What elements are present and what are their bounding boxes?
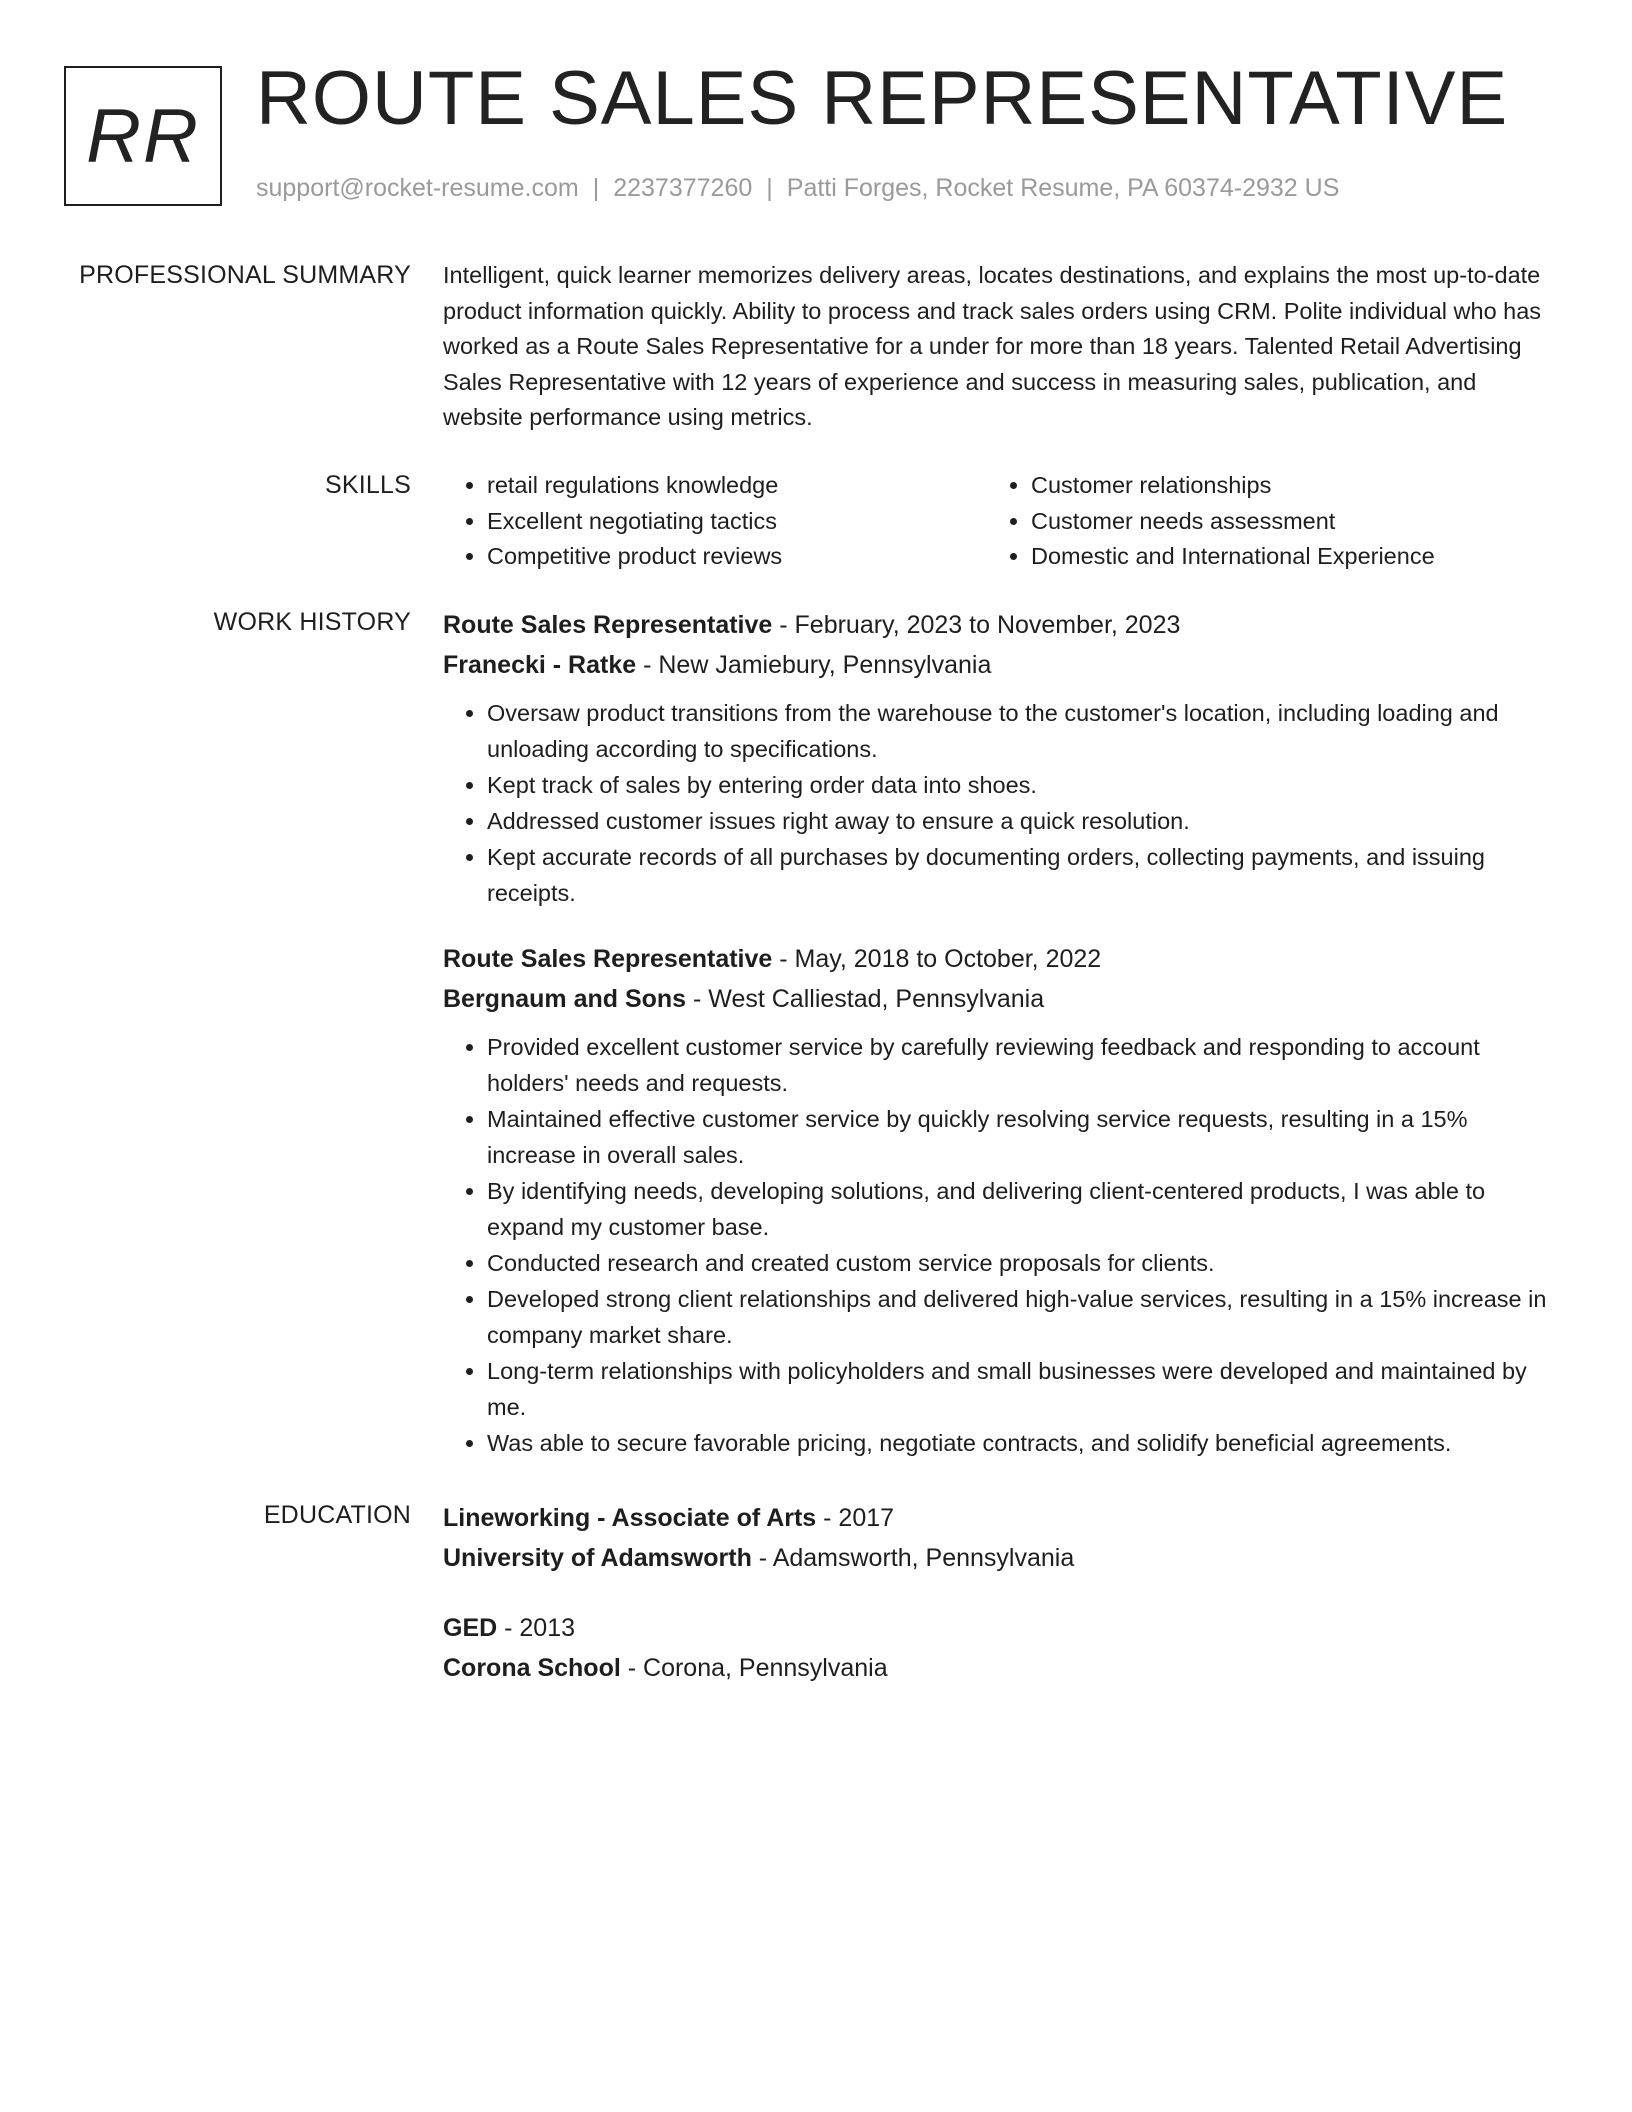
section-label: PROFESSIONAL SUMMARY xyxy=(79,261,411,289)
school-location: - Corona, Pennsylvania xyxy=(620,1654,888,1682)
school: Corona School xyxy=(443,1654,621,1682)
contact-separator: | xyxy=(766,174,773,202)
job-bullet: • Provided excellent customer service by carefully reviewing feedback and responding to account holders' needs and requests. xyxy=(487,1029,1553,1101)
education-entry xyxy=(443,1498,1553,1578)
school: University of Adamsworth xyxy=(443,1544,752,1572)
job-entry xyxy=(443,605,1553,911)
job-bullet: • Conducted research and created custom service proposals for clients. xyxy=(487,1245,1553,1281)
job-bullet: • Long-term relationships with policyholders and small businesses were developed and maintained by me. xyxy=(487,1353,1553,1425)
job-company: Franecki - Ratke xyxy=(443,651,637,679)
job-title: Route Sales Representative xyxy=(443,611,773,639)
education-entry xyxy=(443,1608,1553,1688)
contact-line xyxy=(256,174,1339,203)
job-company-line xyxy=(443,979,1553,1019)
resume-title: ROUTE SALES REPRESENTATIVE xyxy=(256,56,1509,141)
job-bullet: • Maintained effective customer service by quickly resolving service requests, resulting in a 15% increase in overall sales. xyxy=(487,1101,1553,1173)
degree-line xyxy=(443,1608,1553,1648)
school-line xyxy=(443,1648,1553,1688)
degree-year: - 2013 xyxy=(497,1614,576,1642)
job-bullet: • Was able to secure favorable pricing, negotiate contracts, and solidify beneficial agreements. xyxy=(487,1425,1553,1461)
skill-item: • Excellent negotiating tactics xyxy=(487,504,987,540)
section-label: SKILLS xyxy=(325,471,411,499)
contact-separator: | xyxy=(592,174,600,202)
skill-item: • Customer relationships xyxy=(1031,468,1531,504)
job-bullets xyxy=(443,695,1553,911)
job-location: - West Calliestad, Pennsylvania xyxy=(686,985,1045,1013)
job-title: Route Sales Representative xyxy=(443,945,773,973)
job-company: Bergnaum and Sons xyxy=(443,985,687,1013)
contact-email[interactable]: support@rocket-resume.com xyxy=(256,174,579,202)
skill-item: • Customer needs assessment xyxy=(1031,504,1531,540)
school-line xyxy=(443,1538,1553,1578)
job-entry xyxy=(443,939,1553,1461)
contact-phone[interactable]: 2237377260 xyxy=(613,174,753,202)
degree: GED xyxy=(443,1614,498,1642)
skills-column-2 xyxy=(987,468,1531,575)
job-bullets xyxy=(443,1029,1553,1461)
job-bullet: • By identifying needs, developing solutions, and delivering client-centered products, I was able to expand my customer base. xyxy=(487,1173,1553,1245)
monogram-logo: RR xyxy=(64,66,222,206)
skill-item: • Competitive product reviews xyxy=(487,539,987,575)
job-bullet: • Developed strong client relationships and delivered high-value services, resulting in a 15% increase in company market share. xyxy=(487,1281,1553,1353)
degree-line xyxy=(443,1498,1553,1538)
skill-item: • Domestic and International Experience xyxy=(1031,539,1531,575)
job-bullet: • Addressed customer issues right away to ensure a quick resolution. xyxy=(487,803,1553,839)
section-label: EDUCATION xyxy=(263,1501,411,1529)
job-bullet: • Kept track of sales by entering order data into shoes. xyxy=(487,767,1553,803)
skill-item: • retail regulations knowledge xyxy=(487,468,987,504)
contact-address: Patti Forges, Rocket Resume, PA 60374-2932 US xyxy=(786,174,1340,202)
job-bullet: • Oversaw product transitions from the warehouse to the customer's location, including loading and unloading according to specifications. xyxy=(487,695,1553,767)
degree: Lineworking - Associate of Arts xyxy=(443,1504,817,1532)
degree-year: - 2017 xyxy=(816,1504,895,1532)
summary-text: Intelligent, quick learner memorizes delivery areas, locates destinations, and explains the most up-to-date product information quickly. Ability to process and track sales orders using CRM. Polite individual who has worked as a Route Sales Representative for a under for more than 18 years. Talented Retail Advertising Sales Representative with 12 years of experience and success in measuring sales, publication, and website performance using metrics. xyxy=(443,262,1542,430)
job-company-line xyxy=(443,645,1553,685)
job-dates: - May, 2018 to October, 2022 xyxy=(772,945,1102,973)
job-title-line xyxy=(443,605,1553,645)
skills-column-1 xyxy=(443,468,987,575)
job-location: - New Jamiebury, Pennsylvania xyxy=(636,651,992,679)
job-dates: - February, 2023 to November, 2023 xyxy=(772,611,1181,639)
job-title-line xyxy=(443,939,1553,979)
job-bullet: • Kept accurate records of all purchases by documenting orders, collecting payments, and issuing receipts. xyxy=(487,839,1553,911)
school-location: - Adamsworth, Pennsylvania xyxy=(751,1544,1075,1572)
section-label: WORK HISTORY xyxy=(213,608,411,636)
